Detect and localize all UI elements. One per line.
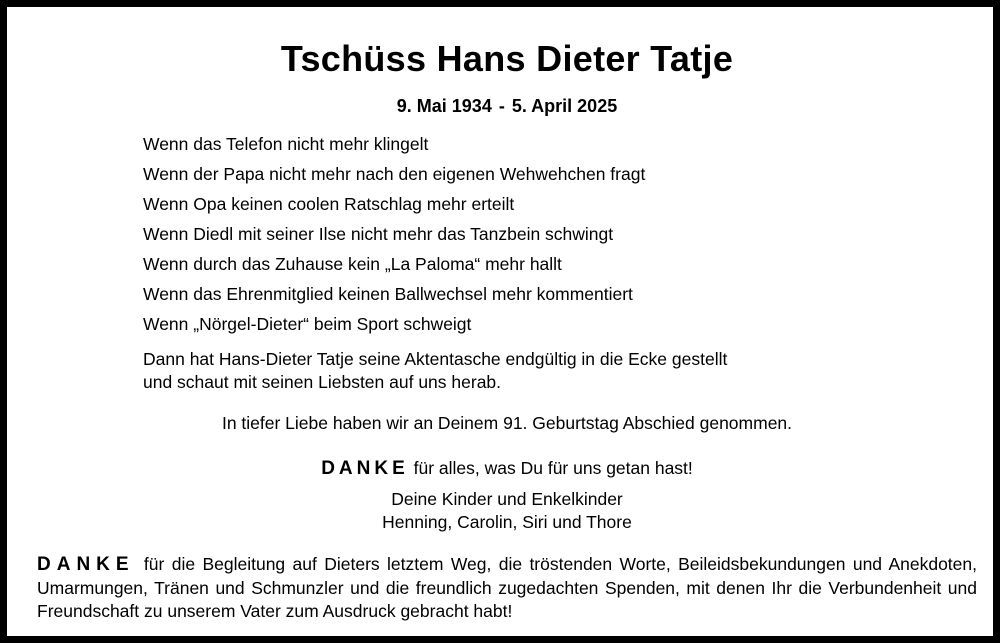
poem — [143, 129, 645, 339]
thanks-guests-text: für die Begleitung auf Dieters letztem Weg, die tröstenden Worte, Beileidsbekundungen und Anekdoten, Umarmungen, Tränen und Schmunzler und die freundlich zugedachten Spenden, mit denen Ihr die Verbundenheit und Freundschaft zu unserem Vater zum Ausdruck gebracht habt! — [37, 554, 977, 621]
family-signature — [7, 488, 1000, 534]
thanks-family-text: für alles, was Du für uns getan hast! — [408, 458, 693, 478]
danke-heading: DANKE — [37, 554, 135, 575]
poem-line: Wenn „Nörgel-Dieter“ beim Sport schweigt — [143, 314, 472, 334]
death-date: 5. April 2025 — [511, 96, 618, 116]
birth-date: 9. Mai 1934 — [396, 96, 492, 116]
closing-line: Dann hat Hans-Dieter Tatje seine Aktentasche endgültig in die Ecke gestellt — [143, 349, 728, 369]
family-line: Deine Kinder und Enkelkinder — [391, 489, 623, 509]
farewell-line: In tiefer Liebe haben wir an Deinem 91. Geburtstag Abschied genommen. — [221, 413, 793, 433]
poem-line: Wenn Diedl mit seiner Ilse nicht mehr das Tanzbein schwingt — [143, 224, 614, 244]
poem-line: Wenn der Papa nicht mehr nach den eigenen Wehwehchen fragt — [143, 164, 646, 184]
poem-line: Wenn das Telefon nicht mehr klingelt — [143, 134, 429, 154]
closing-line: und schaut mit seinen Liebsten auf uns herab. — [143, 372, 502, 392]
closing-paragraph — [143, 348, 727, 394]
poem-line: Wenn das Ehrenmitglied keinen Ballwechsel mehr kommentiert — [143, 284, 633, 304]
poem-line: Wenn durch das Zuhause kein „La Paloma“ mehr hallt — [143, 254, 562, 274]
thanks-guests — [37, 553, 977, 624]
family-names: Henning, Carolin, Siri und Thore — [382, 512, 632, 532]
date-separator: - — [498, 96, 505, 116]
thanks-family — [7, 456, 1000, 481]
danke-heading: DANKE — [321, 458, 409, 479]
poem-line: Wenn Opa keinen coolen Ratschlag mehr erteilt — [143, 194, 515, 214]
obituary-title: Tschüss Hans Dieter Tatje — [280, 38, 734, 79]
life-dates — [7, 95, 1000, 117]
